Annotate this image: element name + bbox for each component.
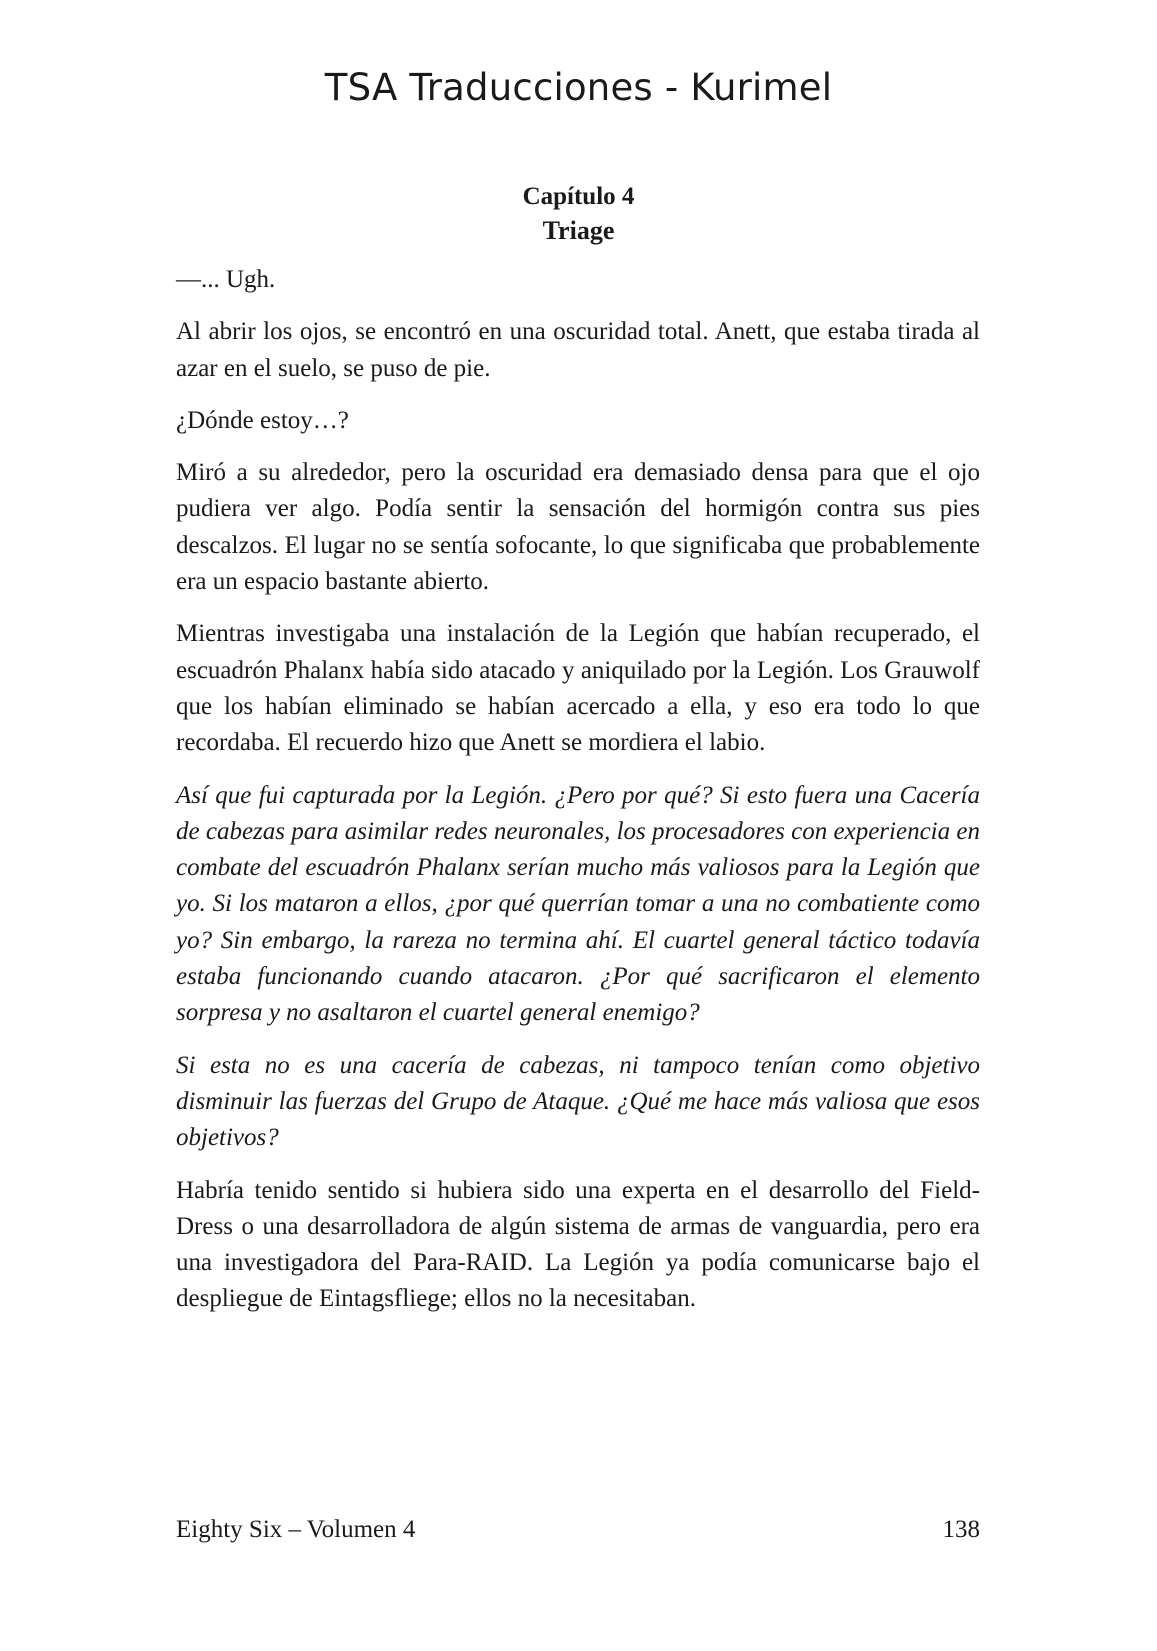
chapter-title: Triage <box>542 216 615 245</box>
footer-page-number: 138 <box>942 1516 980 1543</box>
paragraph-8: Habría tenido sentido si hubiera sido una experta en el desarrollo del Field-Dress o una desarrolladora de algún sistema de armas de vanguardia, pero era una investigadora del Para-RAID. La Legión ya podía comunicarse bajo el despliegue de Eintagsfliege; ellos no la necesitaban. <box>176 1176 980 1313</box>
chapter-body <box>176 262 980 1334</box>
paragraph-1: —... Ugh. <box>176 266 276 293</box>
page-header-title: TSA Traducciones - Kurimel <box>324 66 833 109</box>
chapter-heading <box>0 180 1157 248</box>
footer-book-title: Eighty Six – Volumen 4 <box>176 1516 416 1543</box>
page-footer <box>176 1516 980 1544</box>
paragraph-7-thoughts: Si esta no es una cacería de cabezas, ni tampoco tenían como objetivo disminuir las fuerzas del Grupo de Ataque. ¿Qué me hace más valiosa que esos objetivos? <box>176 1051 980 1152</box>
paragraph-3: ¿Dónde estoy…? <box>176 406 349 434</box>
paragraph-2: Al abrir los ojos, se encontró en una oscuridad total. Anett, que estaba tirada al azar en el suelo, se puso de pie. <box>176 318 980 382</box>
paragraph-4: Miró a su alrededor, pero la oscuridad era demasiado densa para que el ojo pudiera ver algo. Podía sentir la sensación del hormigón contra sus pies descalzos. El lugar no se sentía sofocante, lo que significaba que probablemente era un espacio bastante abierto. <box>176 459 980 596</box>
paragraph-5: Mientras investigaba una instalación de la Legión que habían recuperado, el escuadrón Phalanx había sido atacado y aniquilado por la Legión. Los Grauwolf que los habían eliminado se habían acercado a ella, y eso era todo lo que recordaba. El recuerdo hizo que Anett se mordiera el labio. <box>176 620 980 757</box>
paragraph-6-thoughts: Así que fui capturada por la Legión. ¿Pero por qué? Si esto fuera una Cacería de cabezas para asimilar redes neuronales, los procesadores con experiencia en combate del escuadrón Phalanx serían mucho más valiosos para la Legión que yo. Si los mataron a ellos, ¿por qué querrían tomar a una no combatiente como yo? Sin embargo, la rareza no termina ahí. El cuartel general táctico todavía estaba funcionando cuando atacaron. ¿Por qué sacrificaron el elemento sorpresa y no asaltaron el cuartel general enemigo? <box>176 781 980 1027</box>
chapter-number: Capítulo 4 <box>522 183 635 210</box>
